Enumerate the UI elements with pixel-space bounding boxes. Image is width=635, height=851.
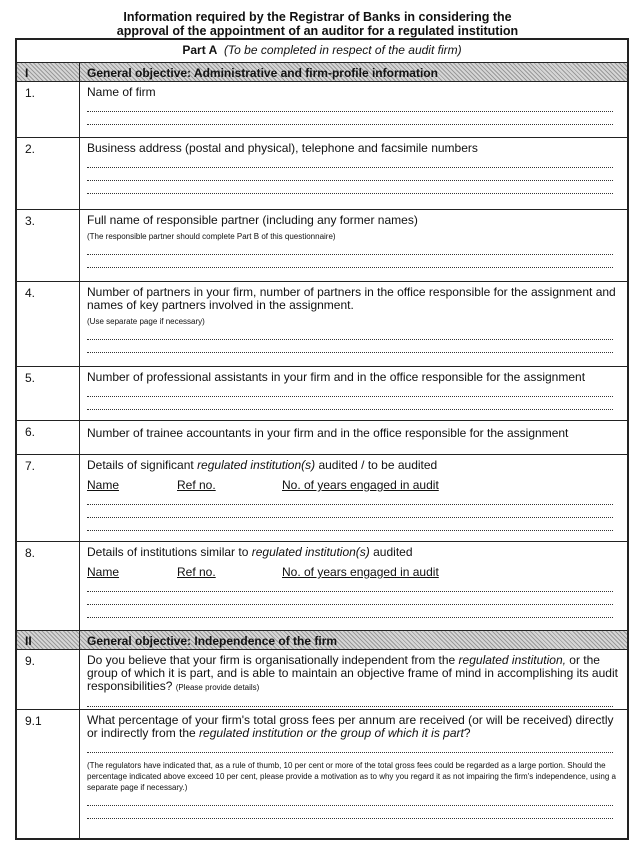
answer-line[interactable] — [87, 242, 613, 255]
question-note: (The responsible partner should complete Part B of this questionnaire) — [87, 232, 336, 241]
questionnaire-form — [15, 38, 629, 840]
document-title-line-1: Information required by the Registrar of Banks in considering the — [123, 10, 512, 24]
question-text: What percentage of your firm's total gross fees per annum are received (or will be received) directly or indirectly from the regulated institution or the group of which it is part? — [87, 713, 614, 740]
answer-line[interactable] — [87, 518, 613, 531]
column-years: No. of years engaged in audit — [282, 565, 439, 579]
question-9 — [17, 649, 627, 709]
question-1 — [17, 81, 627, 137]
question-9-1 — [17, 709, 627, 840]
answer-line[interactable] — [87, 112, 613, 125]
answer-line[interactable] — [87, 327, 613, 340]
answer-line[interactable] — [87, 340, 613, 353]
answer-line[interactable] — [87, 255, 613, 268]
section-number: II — [17, 631, 80, 649]
answer-line[interactable] — [87, 605, 613, 618]
section-title: General objective: Independence of the firm — [87, 634, 338, 648]
answer-line[interactable] — [87, 740, 613, 753]
question-number: 5. — [17, 367, 80, 420]
question-text: Number of professional assistants in your firm and in the office responsible for the assignment — [87, 370, 586, 384]
column-name: Name — [87, 565, 120, 579]
column-years: No. of years engaged in audit — [282, 478, 439, 492]
section-header-i — [17, 62, 627, 81]
answer-line[interactable] — [87, 793, 613, 806]
answer-line[interactable] — [87, 505, 613, 518]
question-text: Business address (postal and physical), telephone and facsimile numbers — [87, 141, 478, 155]
question-text: Details of institutions similar to regulated institution(s) audited — [87, 545, 413, 559]
document-title-line-2: approval of the appointment of an auditor for a regulated institution — [116, 24, 519, 38]
section-number: I — [17, 63, 80, 81]
part-a-label: Part A — [182, 43, 218, 57]
question-number: 7. — [17, 455, 80, 541]
question-note: (Use separate page if necessary) — [87, 317, 205, 326]
part-a-note: (To be completed in respect of the audit firm) — [223, 43, 462, 57]
section-header-ii — [17, 630, 627, 649]
column-name: Name — [87, 478, 120, 492]
question-number: 8. — [17, 542, 80, 630]
answer-line[interactable] — [87, 694, 613, 707]
part-a-header — [17, 40, 627, 62]
question-7 — [17, 454, 627, 541]
column-ref-no: Ref no. — [177, 478, 216, 492]
question-6 — [17, 420, 627, 454]
question-number: 9.1 — [17, 710, 80, 840]
answer-line[interactable] — [87, 99, 613, 112]
answer-line[interactable] — [87, 592, 613, 605]
question-text: Number of partners in your firm, number of partners in the office responsible for the assignment and names of key partners involved in the assignment. — [87, 285, 616, 312]
question-text: Full name of responsible partner (including any former names) — [87, 213, 418, 227]
question-5 — [17, 366, 627, 420]
answer-line[interactable] — [87, 806, 613, 819]
question-3 — [17, 209, 627, 281]
question-text: Do you believe that your firm is organisationally independent from the regulated institution, or the group of which it is part, and is able to maintain an objective frame of mind in accomplishing its audit responsibilities? (Please provide details) — [87, 653, 618, 693]
answer-line[interactable] — [87, 168, 613, 181]
question-number: 9. — [17, 650, 80, 709]
section-title: General objective: Administrative and firm-profile information — [87, 66, 438, 80]
answer-line[interactable] — [87, 397, 613, 410]
answer-line[interactable] — [87, 181, 613, 194]
column-headers — [87, 565, 619, 579]
question-number: 1. — [17, 82, 80, 137]
question-8 — [17, 541, 627, 630]
question-note: (Please provide details) — [175, 683, 260, 692]
question-number: 4. — [17, 282, 80, 366]
column-ref-no: Ref no. — [177, 565, 216, 579]
question-text: Details of significant regulated institution(s) audited / to be audited — [87, 458, 438, 472]
column-headers — [87, 478, 619, 492]
question-note: (The regulators have indicated that, as a rule of thumb, 10 per cent or more of the total gross fees could be regarded as a large portion. Should the percentage indicated above exceed 10 per cent, please provide a motivation as to why you regard it as not impairing the firm's independence, using a separate page if necessary.) — [87, 761, 616, 792]
question-text: Name of firm — [87, 85, 156, 99]
question-number: 3. — [17, 210, 80, 281]
answer-line[interactable] — [87, 155, 613, 168]
answer-line[interactable] — [87, 579, 613, 592]
question-2 — [17, 137, 627, 209]
question-number: 6. — [17, 421, 80, 454]
question-number: 2. — [17, 138, 80, 209]
answer-line[interactable] — [87, 492, 613, 505]
answer-line[interactable] — [87, 384, 613, 397]
question-text: Number of trainee accountants in your firm and in the office responsible for the assignment — [87, 426, 569, 440]
question-4 — [17, 281, 627, 366]
